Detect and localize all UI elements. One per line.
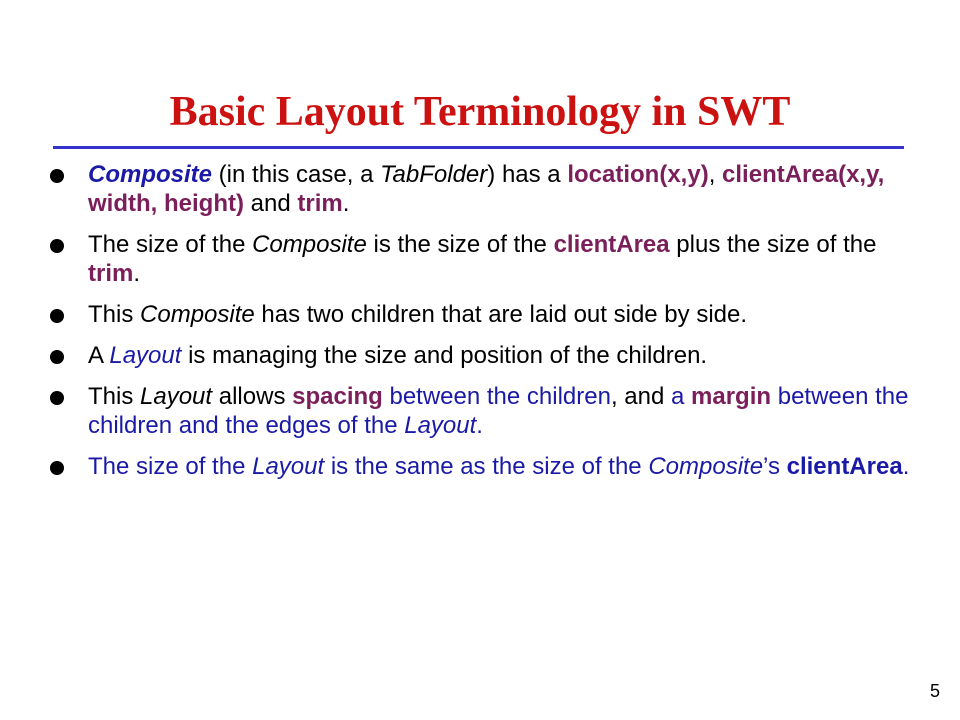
term-layout: Layout — [404, 412, 477, 439]
bullet-dot-icon — [50, 169, 64, 183]
term-location: location(x,y) — [567, 161, 709, 188]
text-segment: plus the size of the — [669, 231, 877, 258]
bullet-dot-icon — [50, 461, 64, 475]
text-segment: . — [902, 453, 910, 480]
text-segment: This — [88, 383, 141, 410]
text-segment: is the same as the size of the — [324, 453, 649, 480]
bullet-dot-icon — [50, 391, 64, 405]
text-segment: a — [671, 383, 692, 410]
text-segment: ) has a — [487, 161, 568, 188]
term-layout: Layout — [109, 342, 182, 369]
text-segment: between the children — [382, 383, 611, 410]
text-segment: , and — [610, 383, 672, 410]
bullet-dot-icon — [50, 350, 64, 364]
bullet-list — [50, 160, 910, 493]
term-spacing: spacing — [292, 383, 383, 410]
term-trim: trim — [297, 190, 343, 217]
page-number: 5 — [929, 681, 940, 701]
bullet-dot-icon — [50, 239, 64, 253]
text-segment: A — [88, 342, 110, 369]
text-segment: . — [342, 190, 350, 217]
text-segment: and — [243, 190, 298, 217]
term-clientarea: clientArea(x,y, width, height) — [88, 161, 885, 217]
text-segment: is managing the size and position of the children. — [181, 342, 708, 369]
bullet-item — [50, 382, 910, 440]
term-composite: Composite — [88, 161, 213, 188]
bullet-item — [50, 341, 910, 370]
text-segment: . — [133, 260, 141, 287]
bullet-item — [50, 160, 910, 218]
bullet-item — [50, 300, 910, 329]
text-segment: (in this case, a — [212, 161, 381, 188]
bullet-dot-icon — [50, 309, 64, 323]
text-segment: allows — [212, 383, 293, 410]
bullet-item — [50, 452, 910, 481]
term-clientarea: clientArea — [553, 231, 670, 258]
text-segment: . — [476, 412, 483, 439]
term-composite: Composite — [140, 301, 255, 328]
title-underline — [53, 146, 904, 149]
text-segment: , — [708, 161, 723, 188]
text-segment: The size of the — [88, 231, 253, 258]
bullet-item — [50, 230, 910, 288]
term-layout: Layout — [140, 383, 213, 410]
text-segment: is the size of the — [366, 231, 554, 258]
term-composite: Composite — [648, 453, 764, 480]
term-trim: trim — [88, 260, 134, 287]
text-segment: The size of the — [88, 453, 253, 480]
term-clientarea: clientArea — [786, 453, 903, 480]
term-margin: margin — [691, 383, 772, 410]
text-segment: This — [88, 301, 141, 328]
term-composite: Composite — [252, 231, 367, 258]
term-layout: Layout — [252, 453, 325, 480]
text-segment: has two children that are laid out side by side. — [254, 301, 748, 328]
text-segment: ’s — [763, 453, 787, 480]
slide-title: Basic Layout Terminology in SWT — [169, 89, 791, 135]
text-segment: between the children and the edges of the — [88, 383, 909, 439]
term-tabfolder: TabFolder — [380, 161, 488, 188]
